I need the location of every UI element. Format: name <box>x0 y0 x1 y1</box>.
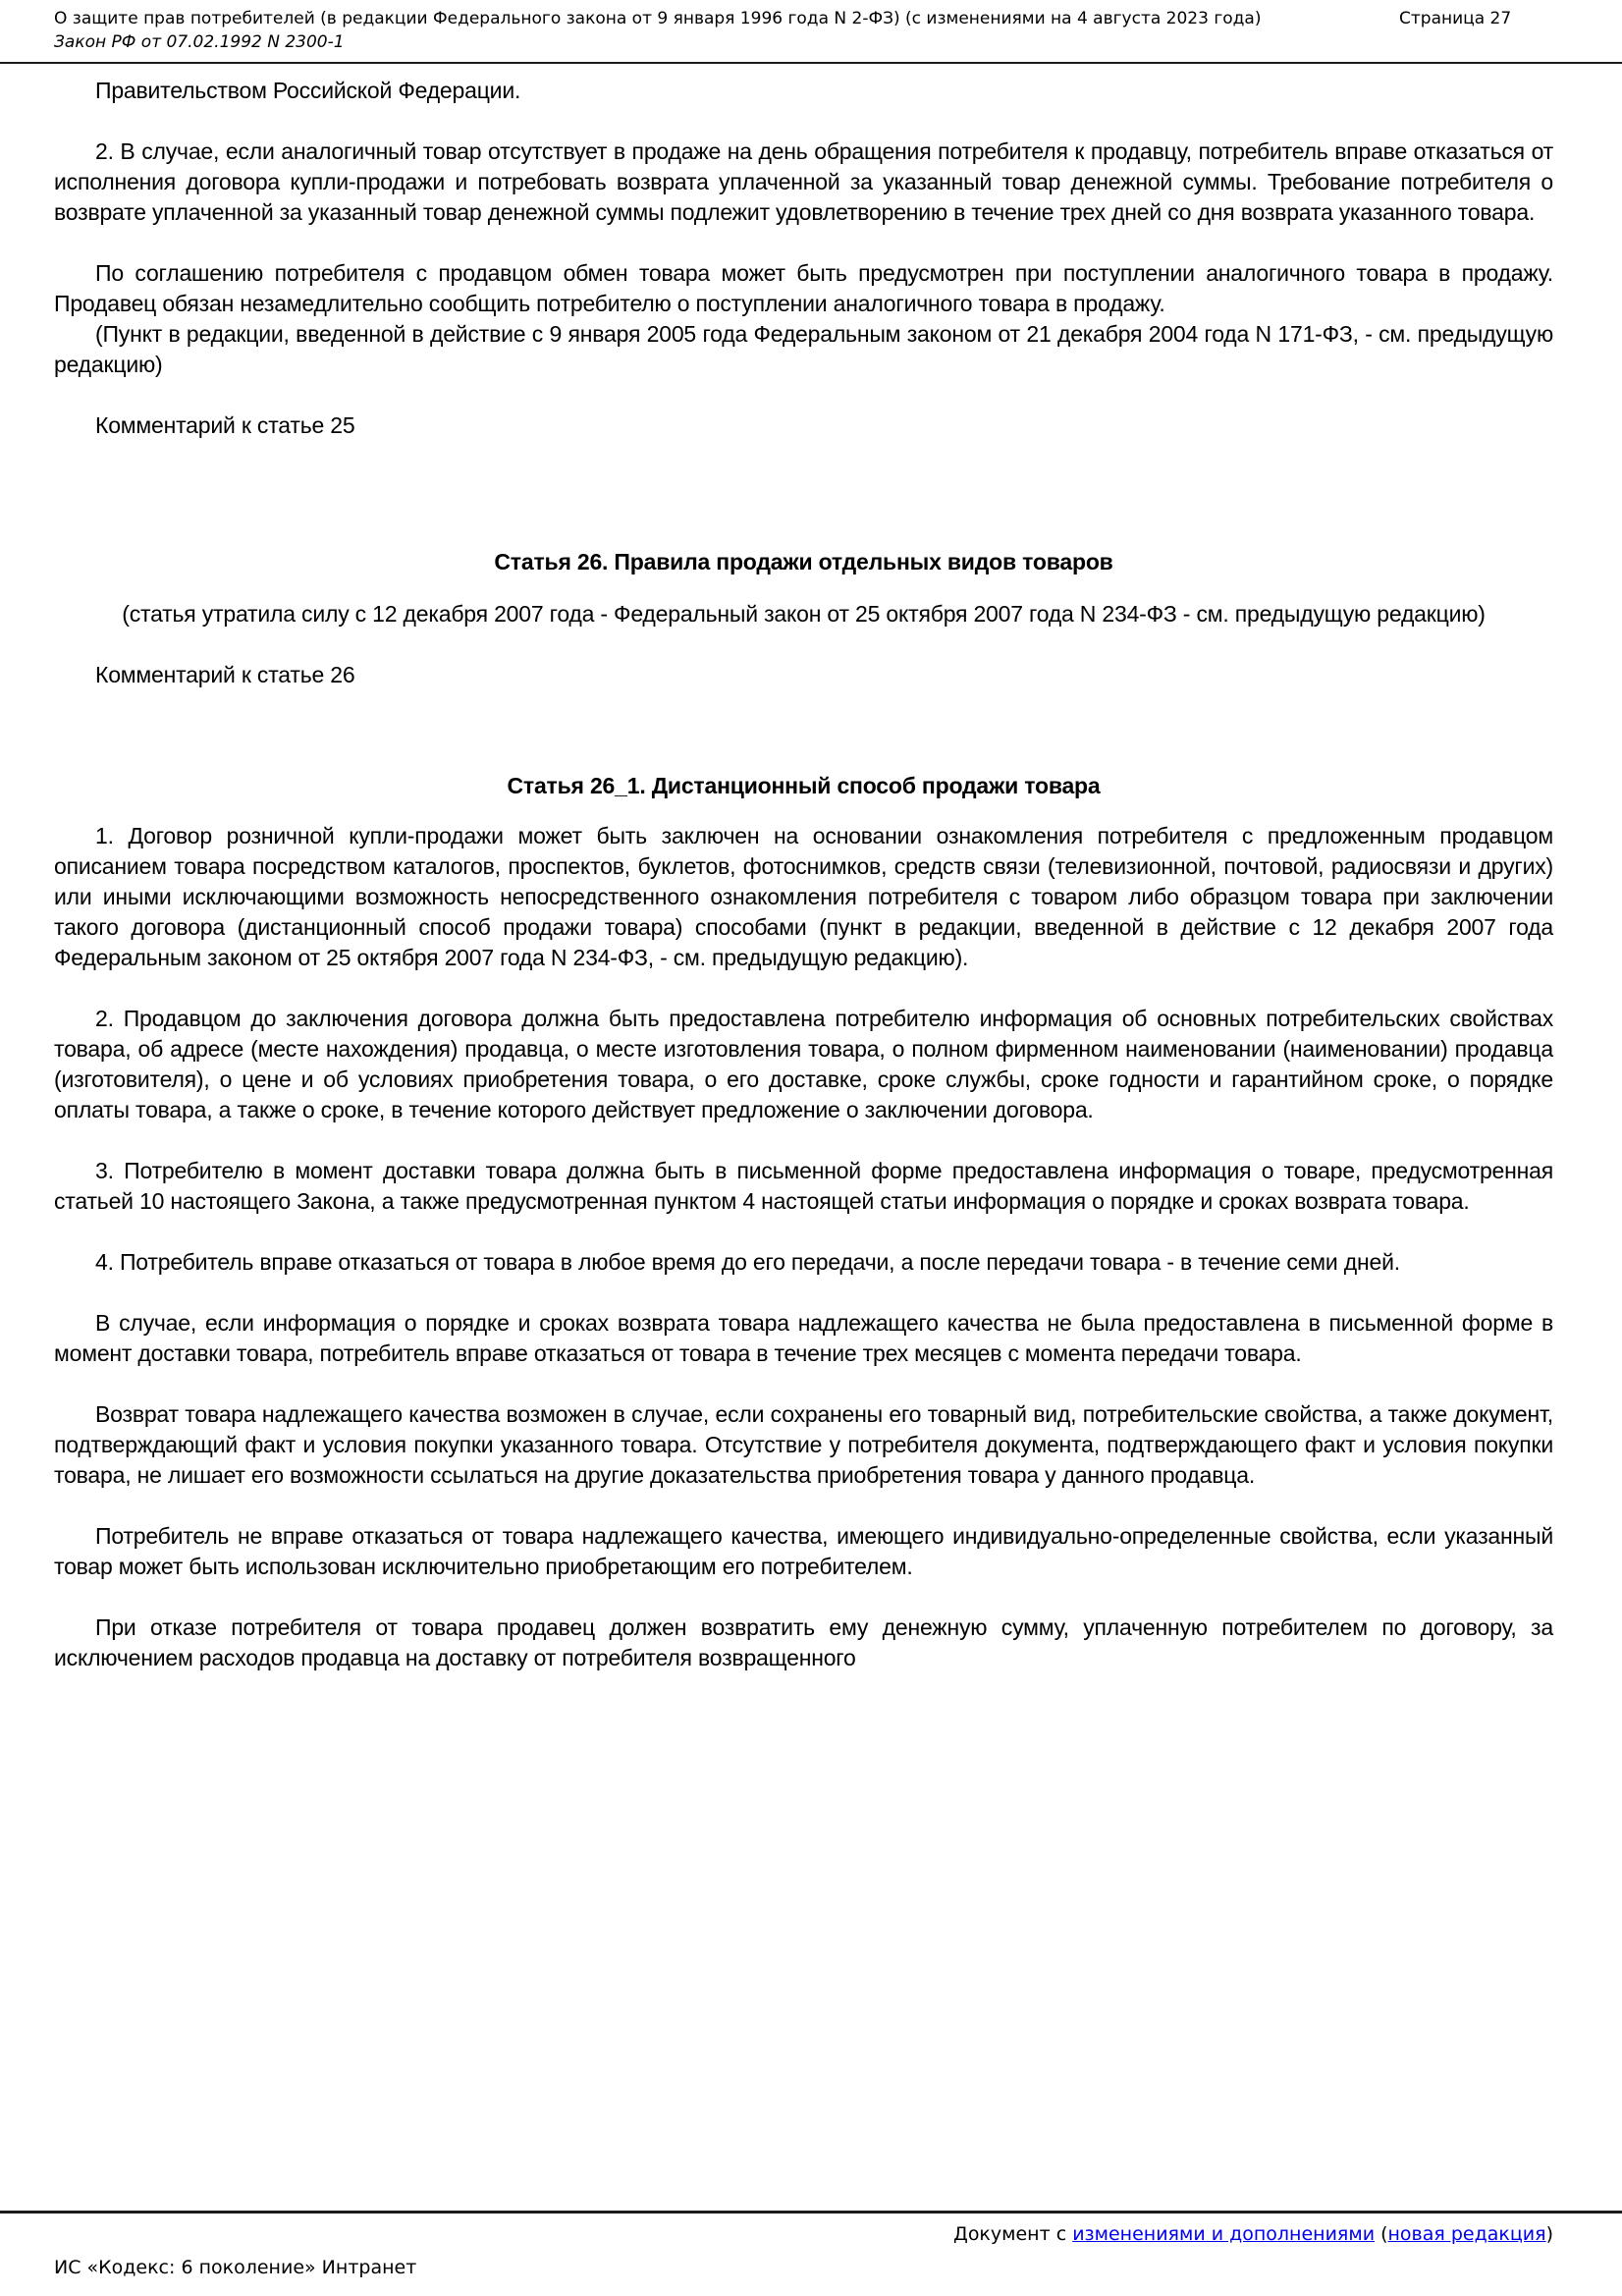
page-number: Страница 27 <box>1399 9 1512 28</box>
paragraph: По соглашению потребителя с продавцом обмен товара может быть предусмотрен при поступлении аналогичного товара в продажу. Продавец обязан незамедлительно сообщить потребителю о поступлении аналогичного товара в продажу. <box>54 260 1553 316</box>
document-subtitle: Закон РФ от 07.02.1992 N 2300-1 <box>54 32 345 52</box>
footer-status-line <box>0 2221 1622 2253</box>
paragraph: 2. В случае, если аналогичный товар отсутствует в продаже на день обращения потребителя к продавцу, потребитель вправе отказаться от исполнения договора купли-продажи и потребовать возврата уплаченной за указанный товар денежной суммы. Требование потребителя о возврате уплаченной за указанный товар денежной суммы подлежит удовлетворению в течение трех дней со дня возврата указанного товара. <box>54 138 1553 225</box>
revision-note: (Пункт в редакции, введенной в действие с 9 января 2005 года Федеральным законом от 21 декабря 2004 года N 171-ФЗ, - см. предыдущую редакцию) <box>54 321 1553 377</box>
system-name: ИС «Кодекс: 6 поколение» Интранет <box>54 2257 417 2278</box>
paragraph: В случае, если информация о порядке и сроках возврата товара надлежащего качества не была предоставлена в письменной форме в момент доставки товара, потребитель вправе отказаться от товара в течение трех месяцев с момента передачи товара. <box>54 1310 1553 1366</box>
amendments-link[interactable]: изменениями и дополнениями <box>1072 2223 1376 2245</box>
footer-text-prefix: Документ с <box>952 2223 1073 2245</box>
paragraph: Правительством Российской Федерации. <box>95 78 521 103</box>
article-heading: Статья 26. Правила продажи отдельных видов товаров <box>494 549 1113 574</box>
new-edition-link[interactable]: новая редакция <box>1387 2223 1546 2245</box>
paragraph: 4. Потребитель вправе отказаться от товара в любое время до его передачи, а после передачи товара - в течение семи дней. <box>95 1249 1400 1275</box>
expired-note: (статья утратила силу с 12 декабря 2007 года - Федеральный закон от 25 октября 2007 года N 234-ФЗ - см. предыдущую редакцию) <box>122 601 1486 627</box>
paragraph: Потребитель не вправе отказаться от товара надлежащего качества, имеющего индивидуально-определенные свойства, если указанный товар может быть использован исключительно приобретающим его потребителем. <box>54 1523 1553 1579</box>
comment-line: Комментарий к статье 25 <box>95 412 355 438</box>
paragraph: 1. Договор розничной купли-продажи может быть заключен на основании ознакомления потребителя с предложенным продавцом описанием товара посредством каталогов, проспектов, буклетов, фотоснимков, средств связи (телевизионной, почтовой, радиосвязи и других) или иными исключающими возможность непосредственного ознакомления потребителя с товаром либо образцом товара при заключении такого договора (дистанционный способ продажи товара) способами (пункт в редакции, введенной в действие с 12 декабря 2007 года Федеральным законом от 25 октября 2007 года N 234-ФЗ, - см. предыдущую редакцию). <box>54 823 1553 970</box>
paragraph: 2. Продавцом до заключения договора должна быть предоставлена потребителю информация об основных потребительских свойствах товара, об адресе (месте нахождения) продавца, о месте изготовления товара, о полном фирменном наименовании (наименовании) продавца (изготовителя), о цене и об условиях приобретения товара, о его доставке, сроке службы, сроке годности и гарантийном сроке, о порядке оплаты товара, а также о сроке, в течение которого действует предложение о заключении договора. <box>54 1006 1553 1122</box>
document-title: О защите прав потребителей (в редакции Федерального закона от 9 января 1996 года N 2-ФЗ) (с изменениями на 4 августа 2023 года) <box>54 9 1262 28</box>
document-footer <box>0 2211 1622 2296</box>
document-header <box>0 0 1622 58</box>
paragraph: Возврат товара надлежащего качества возможен в случае, если сохранены его товарный вид, потребительские свойства, а также документ, подтверждающий факт и условия покупки указанного товара. Отсутствие у потребителя документа, подтверждающего факт и условия покупки товара, не лишает его возможности ссылаться на другие доказательства приобретения товара у данного продавца. <box>54 1401 1553 1488</box>
paragraph: 3. Потребителю в момент доставки товара должна быть в письменной форме предоставлена информация о товаре, предусмотренная статьей 10 настоящего Закона, а также предусмотренная пунктом 4 настоящей статьи информация о порядке и сроках возврата товара. <box>54 1158 1553 1214</box>
footer-divider <box>0 2211 1622 2214</box>
footer-text-between: ( <box>1375 2223 1388 2245</box>
footer-text-suffix: ) <box>1545 2223 1553 2245</box>
article-heading: Статья 26_1. Дистанционный способ продажи товара <box>507 773 1101 798</box>
comment-line: Комментарий к статье 26 <box>95 662 355 687</box>
paragraph: При отказе потребителя от товара продавец должен возвратить ему денежную сумму, уплаченную потребителем по договору, за исключением расходов продавца на доставку от потребителя возвращенного <box>54 1614 1553 1670</box>
document-text <box>0 64 1622 1673</box>
